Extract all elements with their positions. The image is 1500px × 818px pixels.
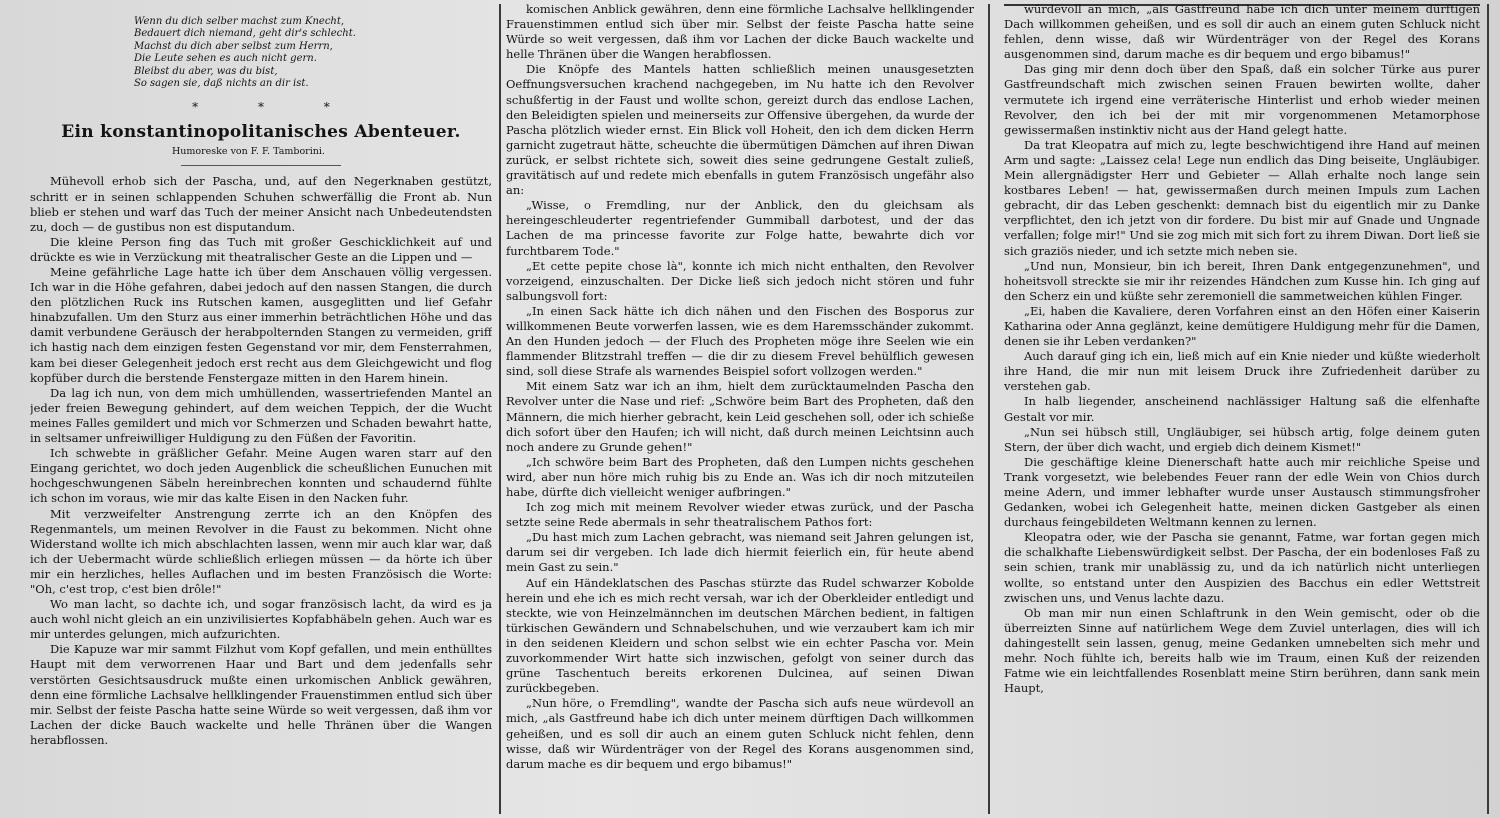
poem (134, 16, 492, 90)
poem-line: Bleibst du aber, was du bist, (134, 65, 278, 77)
paragraph: Die geschäftige kleine Dienerschaft hatte auch mir reichliche Speise und Trank vorgesetzt, wie belebendes Feuer rann der edle Wein von Chios durch meine Adern, und immer lebhafter wurde unser Austausch stimmungsfroher Gedanken, wobei ich Gelegenheit hatte, meinen dicken Gastgeber als einen durchaus feingebildeten Weltmann kennen zu lernen. (1004, 454, 1480, 530)
paragraph: Auf ein Händeklatschen des Paschas stürzte das Rudel schwarzer Kobolde herein und ehe ich es mich recht versah, war ich der Oberkleider entledigt und steckte, wie von Heinzelmännchen im deutschen Märchen bedient, in faltigen türkischen Gewändern und Schnabelschuhen, und wie verzaubert kam ich mir in den seidenen Kleidern und schon selbst wie ein echter Pascha vor. Mein zuvorkommender Wirt hatte sich inzwischen, gefolgt von seiner durch das grüne Taschentuch bereits erkorenen Dulcinea, auf seinen Diwan zurückbegeben. (506, 575, 974, 696)
paragraph: Die Kapuze war mir sammt Filzhut vom Kopf gefallen, und mein enthülltes Haupt mit dem verworrenen Haar und Bart und dem jedenfalls sehr verstörten Gesichtsausdruck mußte einen urkomischen Anblick gewähren, denn eine förmliche Lachsalve hellklingender Frauenstimmen entlud sich über mir. Selbst der feiste Pascha hatte seine Würde so weit vergessen, daß ihm vor Lachen der dicke Bauch wackelte und helle Thränen über die Wangen herabflossen. (30, 642, 492, 747)
paragraph: „In einen Sack hätte ich dich nähen und den Fischen des Bosporus zur willkommenen Beute vorwerfen lassen, wie es dem Haremsschänder zukommt. An den Hunden jedoch — der Fluch des Propheten möge ihre Seelen wie ein flammender Blitzstrahl treffen — die dir zu diesem Frevel behülflich gewesen sind, soll diese Strafe als warnendes Beispiel sofort vollzogen werden." (506, 303, 974, 379)
column-rule (499, 4, 501, 814)
paragraph: „Ich schwöre beim Bart des Propheten, daß den Lumpen nichts geschehen wird, aber nun höre mich ruhig bis zu Ende an. Was ich dir noch mitzuteilen habe, dürfte dich vielleicht weniger aufbringen." (506, 454, 974, 499)
separator-stars: * * * (192, 100, 358, 115)
paragraph: „Et cette pepite chose là", konnte ich mich nicht enthalten, den Revolver vorzeigend, einzuschalten. Der Dicke ließ sich jedoch nicht stören und fuhr salbungsvoll fort: (506, 258, 974, 303)
poem-line: Wenn du dich selber machst zum Knecht, (134, 16, 345, 27)
article-title: Ein konstantinopolitanisches Abenteuer. (61, 122, 461, 143)
paragraph: Auch darauf ging ich ein, ließ mich auf ein Knie nieder und küßte wiederholt ihre Hand, die mir nun mit leisem Druck ihre Zufriedenheit darüber zu verstehen gab. (1004, 349, 1480, 394)
paragraph: würdevoll an mich, „als Gastfreund habe ich dich unter meinem dürftigen Dach willkommen geheißen, und es soll dir auch an einem guten Schluck nicht fehlen, denn wisse, daß wir Würdenträger von der Regel des Korans ausgenommen sind, darum mache es dir bequem und ergo bibamus!" (1004, 2, 1480, 62)
paragraph: „Du hast mich zum Lachen gebracht, was niemand seit Jahren gelungen ist, darum sei dir vergeben. Ich lade dich hiermit feierlich ein, für heute abend mein Gast zu sein." (506, 530, 974, 575)
title-rule (181, 165, 341, 166)
column-text (1004, 2, 1480, 696)
column-1 (30, 0, 492, 818)
poem-line: Die Leute sehen es auch nicht gern. (134, 53, 317, 65)
paragraph: Kleopatra oder, wie der Pascha sie genannt, Fatme, war fortan gegen mich die schalkhafte Liebenswürdigkeit selbst. Der Pascha, der ein bodenloses Faß zu sein schien, trank mir unablässig zu, und da ich natürlich nicht unterliegen wollte, so entstand unter den Auspizien des Bacchus ein edler Wettstreit zwischen uns, und Venus lachte dazu. (1004, 530, 1480, 605)
poem-line: So sagen sie, daß nichts an dir ist. (134, 78, 309, 90)
column-text (30, 174, 492, 748)
column-rule (1487, 4, 1489, 814)
paragraph: „Nun sei hübsch still, Ungläubiger, sei hübsch artig, folge deinem guten Stern, der über dich wacht, und ergieb dich deinem Kismet!" (1004, 424, 1480, 454)
paragraph: Da lag ich nun, von dem mich umhüllenden, wassertriefenden Mantel an jeder freien Bewegung gehindert, auf dem weichen Teppich, der die Wucht meines Falles gemildert und mich vor Schmerzen und Schaden bewahrt hatte, in seltsamer unfreiwilliger Huldigung zu den Füßen der Favoritin. (30, 385, 492, 446)
paragraph: Wo man lacht, so dachte ich, und sogar französisch lacht, da wird es ja auch wohl nicht gleich an ein unzivilisiertes Kopfabhäbeln gehen. Auch war es mir unterdes gelungen, mich aufzurichten. (30, 597, 492, 642)
column-3 (1004, 0, 1480, 818)
paragraph: Mühevoll erhob sich der Pascha, und, auf den Negerknaben gestützt, schritt er in seinen schlappenden Schuhen schwerfällig die Front ab. Nun blieb er stehen und warf das Tuch der meiner Ansicht nach Unbedeutendsten zu, doch — de gustibus non est disputandum. (30, 174, 492, 234)
paragraph: Da trat Kleopatra auf mich zu, legte beschwichtigend ihre Hand auf meinen Arm und sagte: „Laissez cela! Lege nun endlich das Ding beiseite, Ungläubiger. Mein allergnädigster Herr und Gebieter — Allah erhalte noch lange sein kostbares Leben! — hat, gewissermaßen durch meinen Impuls zum Lachen gebracht, dir das Leben geschenkt: demnach bist du eigentlich mir zu Danke verpflichtet, den ich jetzt von dir fordere. Du bist mir auf Gnade und Ungnade verfallen; folge mir!" Und sie zog mich mit sich fort zu ihrem Diwan. Dort ließ sie sich graziös nieder, und ich setzte mich neben sie. (1004, 137, 1480, 258)
paragraph: Ich zog mich mit meinem Revolver wieder etwas zurück, und der Pascha setzte seine Rede abermals in sehr theatralischem Pathos fort: (506, 500, 974, 530)
paragraph: Mit verzweifelter Anstrengung zerrte ich an den Knöpfen des Regenmantels, um meinen Revolver in die Faust zu bekommen. Nicht ohne Widerstand wollte ich mich abschlachten lassen, wenn mir auch klar war, daß ich der Uebermacht würde schließlich erliegen müssen — da hörte ich über mir ein herzliches, helles Auflachen und im besten Französisch die Worte: "Oh, c'est trop, c'est bien drôle!" (30, 506, 492, 596)
paragraph: „Wisse, o Fremdling, nur der Anblick, den du gleichsam als hereingeschleuderter regentriefender Gummiball darbotest, und der das Lachen de ma princesse favorite zur Folge hatte, bewahrte dich vor furchtbarem Tode." (506, 198, 974, 258)
paragraph: Die kleine Person fing das Tuch mit großer Geschicklichkeit auf und drückte es wie in Verzückung mit theatralischer Geste an die Lippen und — (30, 234, 492, 264)
article-subtitle: Humoreske von F. F. Tamborini. (172, 146, 325, 158)
paragraph: „Und nun, Monsieur, bin ich bereit, Ihren Dank entgegenzunehmen", und hoheitsvoll streckte sie mir ihr reizendes Händchen zum Kusse hin. Ich ging auf den Scherz ein und küßte sehr zeremoniell die sammetweichen kühlen Finger. (1004, 258, 1480, 303)
paragraph: Meine gefährliche Lage hatte ich über dem Anschauen völlig vergessen. Ich war in die Höhe gefahren, dabei jedoch auf den nassen Stangen, die durch den plötzlichen Ruck ins Rutschen kamen, ausgeglitten und lief Gefahr hinabzufallen. Um den Sturz aus einer immerhin beträchtlichen Höhe und das damit verbundene Geräusch der herabpolternden Stangen zu vermeiden, griff ich hastig nach dem einzigen festen Gegenstand vor mir, dem Fensterrahmen, kam bei dieser Gelegenheit jedoch erst recht aus dem Gleichgewicht und flog kopfüber durch die berstende Fenstergaze mitten in den Harem hinein. (30, 265, 492, 385)
poem-line: Machst du dich aber selbst zum Herrn, (134, 40, 333, 52)
paragraph: Ob man mir nun einen Schlaftrunk in den Wein gemischt, oder ob die überreizten Sinne auf natürlichem Wege dem Zuviel unterlagen, dies will ich dahingestellt sein lassen, genug, meine Gedanken umnebelten sich mehr und mehr. Noch fühlte ich, bereits halb wie im Traum, einen Kuß der reizenden Fatme wie ein leichtfallendes Rosenblatt meine Stirn berühren, dann sank mein Haupt, (1004, 605, 1480, 696)
paragraph: „Ei, haben die Kavaliere, deren Vorfahren einst an den Höfen einer Kaiserin Katharina oder Anna geglänzt, keine demütigere Huldigung mehr für die Damen, denen sie ihr Leben verdanken?" (1004, 303, 1480, 349)
column-rule (988, 4, 990, 814)
paragraph: Mit einem Satz war ich an ihm, hielt dem zurücktaumelnden Pascha den Revolver unter die Nase und rief: „Schwöre beim Bart des Propheten, daß den Männern, die mich hierher gebracht, kein Leid geschehen soll, oder ich schieße dich sofort über den Haufen; ich will nicht, daß durch meinen Leichtsinn auch noch andere zu Grunde gehen!" (506, 379, 974, 454)
paragraph: komischen Anblick gewähren, denn eine förmliche Lachsalve hellklingender Frauenstimmen entlud sich über mir. Selbst der feiste Pascha hatte seine Würde so weit vergessen, daß ihm vor Lachen der dicke Bauch wackelte und helle Thränen über die Wangen herabflossen. (506, 2, 974, 62)
column-2 (506, 0, 974, 818)
paragraph: Das ging mir denn doch über den Spaß, daß ein solcher Türke aus purer Gastfreundschaft mich zwischen seinen Frauen bewirten wollte, daher vermutete ich irgend eine verräterische Hinterlist und erhob wieder meinen Revolver, den ich bei der mit mir vorgenommenen Metamorphose gewissermaßen instinktiv nicht aus der Hand gelegt hatte. (1004, 62, 1480, 137)
paragraph: Die Knöpfe des Mantels hatten schließlich meinen unausgesetzten Oeffnungsversuchen krachend nachgegeben, im Nu hatte ich den Revolver schußfertig in der Faust und wollte schon, gereizt durch das endlose Lachen, den Beleidigten spielen und meinerseits zur Offensive übergehen, da wurde der Pascha plötzlich wieder ernst. Ein Blick voll Hoheit, den ich dem dicken Herrn garnicht zugetraut hätte, scheuchte die übermütigen Dämchen auf ihren Diwan zurück, er selbst richtete sich, soweit dies seine gedrungene Gestalt zuließ, gravitätisch auf und redete mich ebenfalls in gutem Französisch ungefähr also an: (506, 62, 974, 198)
column-text (506, 2, 974, 772)
poem-line: Bedauert dich niemand, geht dir's schlecht. (134, 28, 356, 40)
paragraph: Ich schwebte in gräßlicher Gefahr. Meine Augen waren starr auf den Eingang gerichtet, wo doch jeden Augenblick die scheußlichen Eunuchen mit hochgeschwungenen Säbeln hereinbrechen konnten und schaudernd fühlte ich schon im voraus, wie mir das kalte Eisen in den Nacken fuhr. (30, 446, 492, 506)
paragraph: „Nun höre, o Fremdling", wandte der Pascha sich aufs neue würdevoll an mich, „als Gastfreund habe ich dich unter meinem dürftigen Dach willkommen geheißen, und es soll dir auch an einem guten Schluck nicht fehlen, denn wisse, daß wir Würdenträger von der Regel des Korans ausgenommen sind, darum mache es dir bequem und ergo bibamus!" (506, 696, 974, 771)
paragraph: In halb liegender, anscheinend nachlässiger Haltung saß die elfenhafte Gestalt vor mir. (1004, 394, 1480, 424)
